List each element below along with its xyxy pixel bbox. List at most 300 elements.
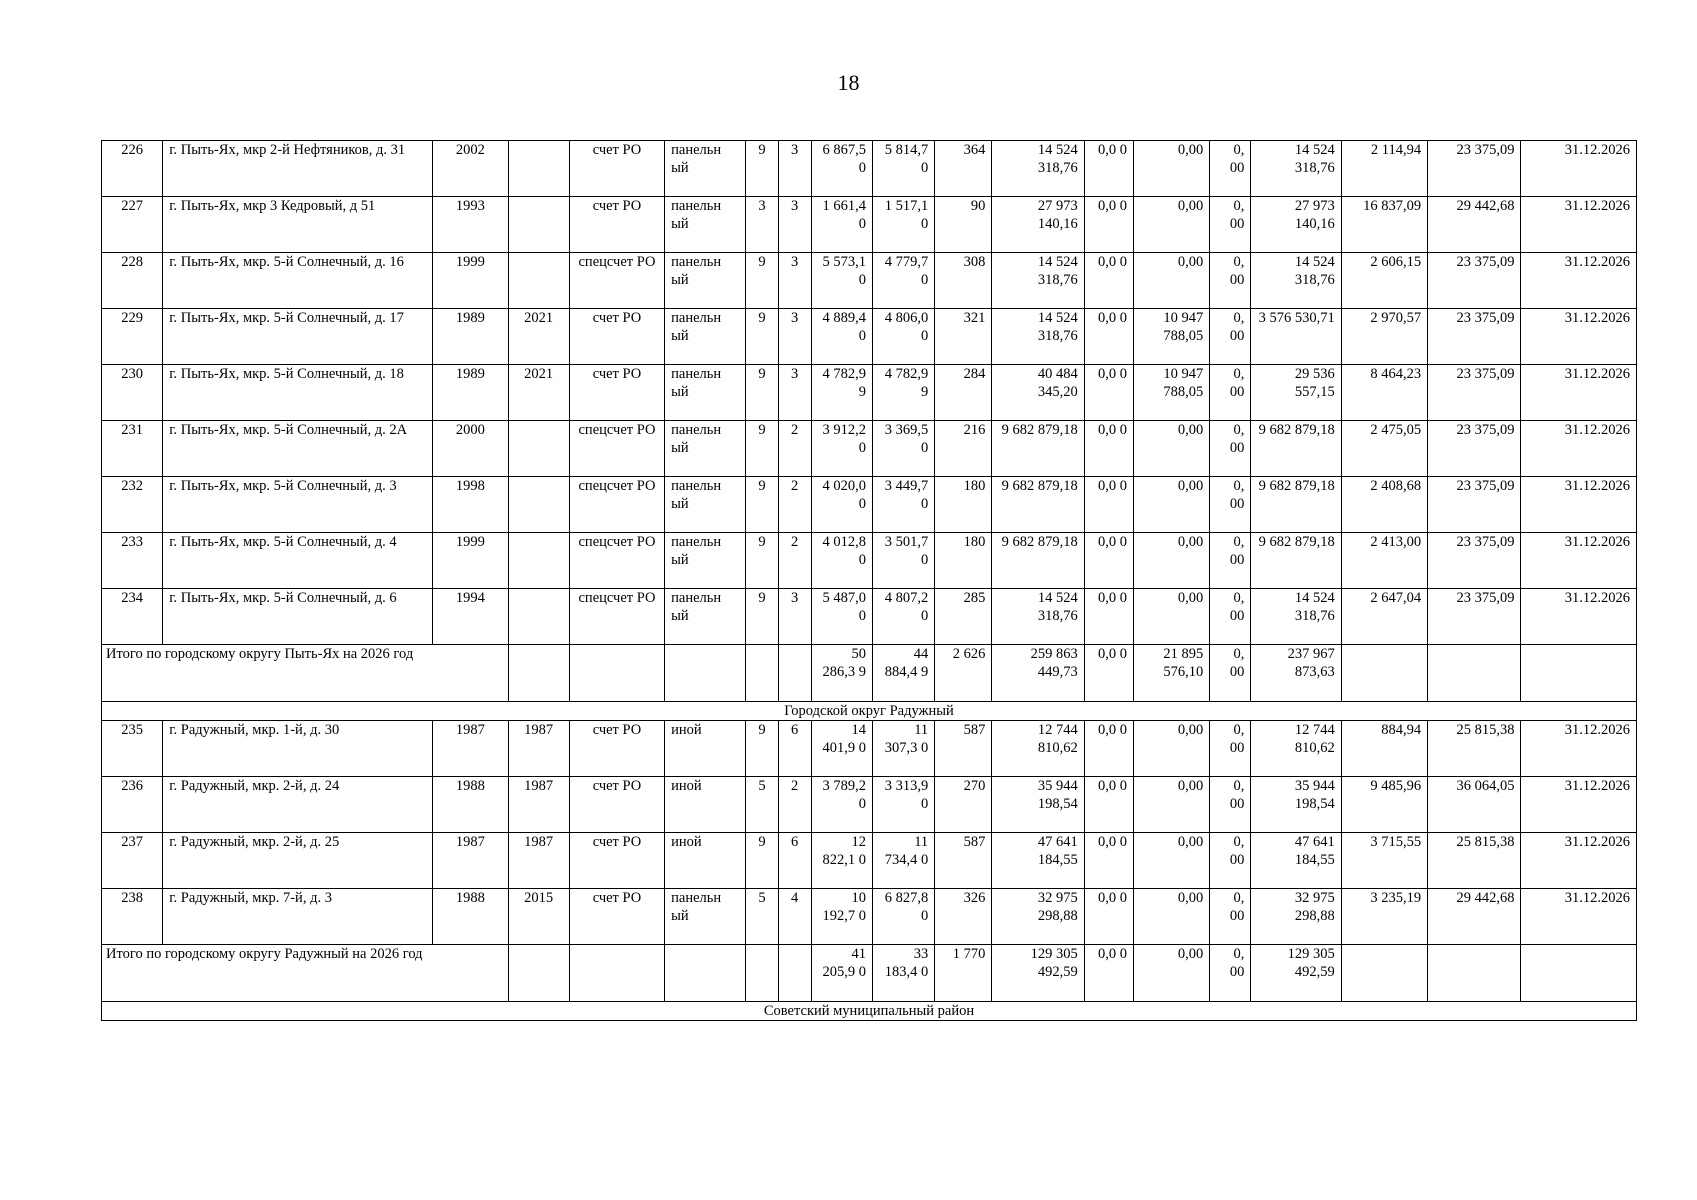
- cell-deadline: 31.12.2026: [1521, 889, 1637, 945]
- cell-budget: 0,00: [1133, 889, 1209, 945]
- cell-address: г. Пыть-Ях, мкр. 5-й Солнечный, д. 3: [163, 477, 433, 533]
- cell-year-built: 2000: [433, 421, 508, 477]
- cell-material: панельн ый: [665, 889, 746, 945]
- cell-no: 230: [102, 365, 163, 421]
- cell-year-repair: 2021: [508, 309, 569, 365]
- cell-address: г. Пыть-Ях, мкр. 5-й Солнечный, д. 4: [163, 533, 433, 589]
- cell-no: 237: [102, 833, 163, 889]
- cell-material: панельн ый: [665, 141, 746, 197]
- cell-area-total: 4 889,4 0: [811, 309, 872, 365]
- cell-owners: 9 682 879,18: [1251, 421, 1341, 477]
- cell-residents: 326: [935, 889, 992, 945]
- empty-cell: [569, 645, 664, 702]
- cell-deadline: 31.12.2026: [1521, 365, 1637, 421]
- total-row: [102, 645, 1637, 702]
- cell-floors: 5: [746, 777, 778, 833]
- cell-local: 0, 00: [1210, 833, 1251, 889]
- total-local: 0, 00: [1210, 645, 1251, 702]
- table-row: [102, 777, 1637, 833]
- cell-limit-cost: 23 375,09: [1428, 533, 1521, 589]
- cell-entrances: 4: [778, 889, 811, 945]
- cell-no: 227: [102, 197, 163, 253]
- cell-fund-support: 0,0 0: [1084, 589, 1133, 645]
- cell-cost-total: 40 484 345,20: [992, 365, 1084, 421]
- cell-account: счет РО: [569, 721, 664, 777]
- cell-owners: 9 682 879,18: [1251, 477, 1341, 533]
- total-label: Итого по городскому округу Пыть-Ях на 2026 год: [102, 645, 509, 702]
- cell-no: 228: [102, 253, 163, 309]
- cell-limit-cost: 25 815,38: [1428, 833, 1521, 889]
- cell-material: панельн ый: [665, 253, 746, 309]
- cell-floors: 9: [746, 141, 778, 197]
- cell-area-total: 12 822,1 0: [811, 833, 872, 889]
- total-budget: 0,00: [1133, 945, 1209, 1002]
- cell-unit-cost: 3 235,19: [1341, 889, 1427, 945]
- cell-unit-cost: 2 475,05: [1341, 421, 1427, 477]
- cell-area-total: 1 661,4 0: [811, 197, 872, 253]
- cell-entrances: 6: [778, 721, 811, 777]
- cell-year-built: 1989: [433, 309, 508, 365]
- cell-unit-cost: 9 485,96: [1341, 777, 1427, 833]
- cell-area-living: 3 501,7 0: [872, 533, 934, 589]
- cell-floors: 9: [746, 477, 778, 533]
- cell-unit-cost: 3 715,55: [1341, 833, 1427, 889]
- cell-entrances: 3: [778, 141, 811, 197]
- cell-entrances: 3: [778, 589, 811, 645]
- cell-fund-support: 0,0 0: [1084, 533, 1133, 589]
- cell-residents: 364: [935, 141, 992, 197]
- empty-cell: [1521, 945, 1637, 1002]
- cell-budget: 0,00: [1133, 141, 1209, 197]
- table-row: [102, 589, 1637, 645]
- cell-year-built: 2002: [433, 141, 508, 197]
- cell-deadline: 31.12.2026: [1521, 833, 1637, 889]
- cell-address: г. Пыть-Ях, мкр. 5-й Солнечный, д. 2А: [163, 421, 433, 477]
- cell-limit-cost: 23 375,09: [1428, 141, 1521, 197]
- cell-floors: 3: [746, 197, 778, 253]
- cell-year-repair: 1987: [508, 777, 569, 833]
- cell-entrances: 3: [778, 309, 811, 365]
- cell-address: г. Радужный, мкр. 1-й, д. 30: [163, 721, 433, 777]
- cell-area-living: 4 779,7 0: [872, 253, 934, 309]
- cell-limit-cost: 23 375,09: [1428, 477, 1521, 533]
- cell-account: спецсчет РО: [569, 477, 664, 533]
- cell-year-repair: [508, 253, 569, 309]
- cell-area-living: 11 734,4 0: [872, 833, 934, 889]
- total-local: 0, 00: [1210, 945, 1251, 1002]
- cell-account: спецсчет РО: [569, 253, 664, 309]
- cell-address: г. Пыть-Ях, мкр. 5-й Солнечный, д. 16: [163, 253, 433, 309]
- cell-address: г. Радужный, мкр. 2-й, д. 25: [163, 833, 433, 889]
- cell-unit-cost: 2 606,15: [1341, 253, 1427, 309]
- cell-budget: 0,00: [1133, 589, 1209, 645]
- cell-address: г. Радужный, мкр. 2-й, д. 24: [163, 777, 433, 833]
- cell-limit-cost: 29 442,68: [1428, 197, 1521, 253]
- cell-floors: 9: [746, 253, 778, 309]
- total-row: [102, 945, 1637, 1002]
- cell-budget: 0,00: [1133, 253, 1209, 309]
- empty-cell: [508, 945, 569, 1002]
- cell-deadline: 31.12.2026: [1521, 777, 1637, 833]
- table-row: [102, 197, 1637, 253]
- cell-local: 0, 00: [1210, 533, 1251, 589]
- cell-floors: 9: [746, 833, 778, 889]
- cell-fund-support: 0,0 0: [1084, 421, 1133, 477]
- table-row: [102, 477, 1637, 533]
- cell-residents: 285: [935, 589, 992, 645]
- cell-residents: 180: [935, 533, 992, 589]
- cell-budget: 0,00: [1133, 721, 1209, 777]
- cell-year-built: 1993: [433, 197, 508, 253]
- cell-floors: 9: [746, 533, 778, 589]
- cell-account: счет РО: [569, 365, 664, 421]
- section-row: [102, 702, 1637, 721]
- cell-address: г. Радужный, мкр. 7-й, д. 3: [163, 889, 433, 945]
- total-area-living: 33 183,4 0: [872, 945, 934, 1002]
- total-budget: 21 895 576,10: [1133, 645, 1209, 702]
- cell-address: г. Пыть-Ях, мкр 2-й Нефтяников, д. 31: [163, 141, 433, 197]
- cell-entrances: 3: [778, 253, 811, 309]
- cell-entrances: 3: [778, 197, 811, 253]
- cell-year-built: 1987: [433, 833, 508, 889]
- cell-residents: 587: [935, 721, 992, 777]
- cell-material: иной: [665, 721, 746, 777]
- cell-account: счет РО: [569, 309, 664, 365]
- table-row: [102, 253, 1637, 309]
- cell-no: 232: [102, 477, 163, 533]
- table-row: [102, 721, 1637, 777]
- cell-no: 236: [102, 777, 163, 833]
- cell-area-living: 3 313,9 0: [872, 777, 934, 833]
- total-fund-support: 0,0 0: [1084, 645, 1133, 702]
- cell-local: 0, 00: [1210, 253, 1251, 309]
- cell-cost-total: 14 524 318,76: [992, 253, 1084, 309]
- cell-deadline: 31.12.2026: [1521, 721, 1637, 777]
- cell-limit-cost: 23 375,09: [1428, 421, 1521, 477]
- cell-limit-cost: 23 375,09: [1428, 253, 1521, 309]
- cell-deadline: 31.12.2026: [1521, 589, 1637, 645]
- cell-no: 235: [102, 721, 163, 777]
- total-residents: 1 770: [935, 945, 992, 1002]
- cell-floors: 9: [746, 721, 778, 777]
- cell-residents: 284: [935, 365, 992, 421]
- cell-fund-support: 0,0 0: [1084, 197, 1133, 253]
- cell-address: г. Пыть-Ях, мкр. 5-й Солнечный, д. 6: [163, 589, 433, 645]
- cell-deadline: 31.12.2026: [1521, 533, 1637, 589]
- cell-owners: 14 524 318,76: [1251, 141, 1341, 197]
- cell-local: 0, 00: [1210, 365, 1251, 421]
- empty-cell: [1428, 645, 1521, 702]
- cell-local: 0, 00: [1210, 141, 1251, 197]
- cell-address: г. Пыть-Ях, мкр. 5-й Солнечный, д. 18: [163, 365, 433, 421]
- cell-material: панельн ый: [665, 365, 746, 421]
- cell-material: панельн ый: [665, 421, 746, 477]
- cell-entrances: 2: [778, 421, 811, 477]
- cell-cost-total: 14 524 318,76: [992, 141, 1084, 197]
- cell-area-total: 4 012,8 0: [811, 533, 872, 589]
- cell-area-living: 4 807,2 0: [872, 589, 934, 645]
- cell-material: панельн ый: [665, 477, 746, 533]
- cell-budget: 0,00: [1133, 533, 1209, 589]
- cell-account: счет РО: [569, 197, 664, 253]
- table-row: [102, 365, 1637, 421]
- section-heading: Городской округ Радужный: [102, 702, 1637, 721]
- cell-deadline: 31.12.2026: [1521, 141, 1637, 197]
- cell-entrances: 3: [778, 365, 811, 421]
- cell-area-total: 3 912,2 0: [811, 421, 872, 477]
- cell-owners: 27 973 140,16: [1251, 197, 1341, 253]
- cell-material: панельн ый: [665, 533, 746, 589]
- cell-material: иной: [665, 833, 746, 889]
- cell-area-living: 3 449,7 0: [872, 477, 934, 533]
- cell-local: 0, 00: [1210, 777, 1251, 833]
- cell-area-living: 5 814,7 0: [872, 141, 934, 197]
- cell-residents: 216: [935, 421, 992, 477]
- cell-residents: 90: [935, 197, 992, 253]
- cell-unit-cost: 2 413,00: [1341, 533, 1427, 589]
- cell-account: счет РО: [569, 889, 664, 945]
- cell-budget: 10 947 788,05: [1133, 309, 1209, 365]
- cell-owners: 32 975 298,88: [1251, 889, 1341, 945]
- cell-local: 0, 00: [1210, 589, 1251, 645]
- cell-owners: 3 576 530,71: [1251, 309, 1341, 365]
- cell-area-total: 4 020,0 0: [811, 477, 872, 533]
- empty-cell: [1341, 645, 1427, 702]
- cell-year-built: 1994: [433, 589, 508, 645]
- cell-area-living: 3 369,5 0: [872, 421, 934, 477]
- total-area-total: 41 205,9 0: [811, 945, 872, 1002]
- cell-unit-cost: 884,94: [1341, 721, 1427, 777]
- cell-material: панельн ый: [665, 197, 746, 253]
- cell-area-total: 3 789,2 0: [811, 777, 872, 833]
- cell-material: иной: [665, 777, 746, 833]
- cell-account: счет РО: [569, 833, 664, 889]
- cell-floors: 9: [746, 309, 778, 365]
- cell-limit-cost: 29 442,68: [1428, 889, 1521, 945]
- cell-unit-cost: 2 970,57: [1341, 309, 1427, 365]
- empty-cell: [569, 945, 664, 1002]
- cell-owners: 47 641 184,55: [1251, 833, 1341, 889]
- cell-budget: 0,00: [1133, 477, 1209, 533]
- cell-cost-total: 9 682 879,18: [992, 533, 1084, 589]
- cell-limit-cost: 23 375,09: [1428, 589, 1521, 645]
- cell-area-total: 6 867,5 0: [811, 141, 872, 197]
- cell-cost-total: 9 682 879,18: [992, 421, 1084, 477]
- cell-account: спецсчет РО: [569, 533, 664, 589]
- cell-year-repair: [508, 589, 569, 645]
- empty-cell: [1428, 945, 1521, 1002]
- page-number: 18: [837, 70, 860, 95]
- cell-no: 226: [102, 141, 163, 197]
- cell-area-living: 1 517,1 0: [872, 197, 934, 253]
- cell-no: 234: [102, 589, 163, 645]
- empty-cell: [665, 945, 746, 1002]
- cell-floors: 5: [746, 889, 778, 945]
- cell-residents: 308: [935, 253, 992, 309]
- cell-entrances: 2: [778, 533, 811, 589]
- cell-fund-support: 0,0 0: [1084, 833, 1133, 889]
- empty-cell: [1341, 945, 1427, 1002]
- cell-unit-cost: 2 408,68: [1341, 477, 1427, 533]
- cell-account: спецсчет РО: [569, 589, 664, 645]
- capital-repair-table: [101, 140, 1637, 1021]
- empty-cell: [746, 945, 778, 1002]
- cell-local: 0, 00: [1210, 721, 1251, 777]
- cell-deadline: 31.12.2026: [1521, 421, 1637, 477]
- cell-year-built: 1988: [433, 777, 508, 833]
- cell-year-repair: 1987: [508, 721, 569, 777]
- cell-fund-support: 0,0 0: [1084, 309, 1133, 365]
- cell-limit-cost: 36 064,05: [1428, 777, 1521, 833]
- empty-cell: [1521, 645, 1637, 702]
- total-owners: 237 967 873,63: [1251, 645, 1341, 702]
- cell-owners: 29 536 557,15: [1251, 365, 1341, 421]
- cell-deadline: 31.12.2026: [1521, 477, 1637, 533]
- empty-cell: [778, 645, 811, 702]
- cell-unit-cost: 2 647,04: [1341, 589, 1427, 645]
- cell-no: 231: [102, 421, 163, 477]
- cell-fund-support: 0,0 0: [1084, 477, 1133, 533]
- cell-residents: 587: [935, 833, 992, 889]
- cell-cost-total: 32 975 298,88: [992, 889, 1084, 945]
- cell-budget: 0,00: [1133, 421, 1209, 477]
- cell-floors: 9: [746, 365, 778, 421]
- cell-area-total: 4 782,9 9: [811, 365, 872, 421]
- cell-budget: 0,00: [1133, 833, 1209, 889]
- cell-area-total: 10 192,7 0: [811, 889, 872, 945]
- cell-floors: 9: [746, 421, 778, 477]
- cell-fund-support: 0,0 0: [1084, 889, 1133, 945]
- cell-entrances: 2: [778, 477, 811, 533]
- cell-year-built: 1999: [433, 253, 508, 309]
- cell-floors: 9: [746, 589, 778, 645]
- empty-cell: [746, 645, 778, 702]
- total-area-living: 44 884,4 9: [872, 645, 934, 702]
- cell-entrances: 6: [778, 833, 811, 889]
- cell-no: 229: [102, 309, 163, 365]
- cell-local: 0, 00: [1210, 889, 1251, 945]
- empty-cell: [778, 945, 811, 1002]
- total-cost-total: 259 863 449,73: [992, 645, 1084, 702]
- cell-unit-cost: 16 837,09: [1341, 197, 1427, 253]
- cell-year-repair: 2021: [508, 365, 569, 421]
- total-residents: 2 626: [935, 645, 992, 702]
- cell-year-repair: 1987: [508, 833, 569, 889]
- cell-residents: 270: [935, 777, 992, 833]
- table-row: [102, 533, 1637, 589]
- cell-owners: 12 744 810,62: [1251, 721, 1341, 777]
- cell-account: спецсчет РО: [569, 421, 664, 477]
- cell-cost-total: 14 524 318,76: [992, 589, 1084, 645]
- table-row: [102, 833, 1637, 889]
- cell-area-total: 5 487,0 0: [811, 589, 872, 645]
- cell-deadline: 31.12.2026: [1521, 197, 1637, 253]
- cell-year-built: 1989: [433, 365, 508, 421]
- cell-area-total: 5 573,1 0: [811, 253, 872, 309]
- cell-material: панельн ый: [665, 309, 746, 365]
- cell-area-living: 6 827,8 0: [872, 889, 934, 945]
- cell-owners: 14 524 318,76: [1251, 589, 1341, 645]
- cell-year-repair: [508, 533, 569, 589]
- cell-year-repair: [508, 421, 569, 477]
- cell-cost-total: 27 973 140,16: [992, 197, 1084, 253]
- cell-no: 238: [102, 889, 163, 945]
- section-row: [102, 1002, 1637, 1021]
- table-row: [102, 421, 1637, 477]
- cell-cost-total: 47 641 184,55: [992, 833, 1084, 889]
- total-fund-support: 0,0 0: [1084, 945, 1133, 1002]
- cell-budget: 0,00: [1133, 777, 1209, 833]
- cell-budget: 10 947 788,05: [1133, 365, 1209, 421]
- cell-limit-cost: 23 375,09: [1428, 309, 1521, 365]
- cell-unit-cost: 8 464,23: [1341, 365, 1427, 421]
- cell-deadline: 31.12.2026: [1521, 253, 1637, 309]
- cell-year-built: 1999: [433, 533, 508, 589]
- cell-area-living: 4 806,0 0: [872, 309, 934, 365]
- cell-cost-total: 35 944 198,54: [992, 777, 1084, 833]
- cell-material: панельн ый: [665, 589, 746, 645]
- cell-limit-cost: 25 815,38: [1428, 721, 1521, 777]
- total-label: Итого по городскому округу Радужный на 2026 год: [102, 945, 509, 1002]
- cell-area-total: 14 401,9 0: [811, 721, 872, 777]
- table-row: [102, 141, 1637, 197]
- cell-cost-total: 9 682 879,18: [992, 477, 1084, 533]
- cell-local: 0, 00: [1210, 477, 1251, 533]
- cell-limit-cost: 23 375,09: [1428, 365, 1521, 421]
- cell-entrances: 2: [778, 777, 811, 833]
- cell-fund-support: 0,0 0: [1084, 777, 1133, 833]
- cell-year-built: 1988: [433, 889, 508, 945]
- cell-address: г. Пыть-Ях, мкр. 5-й Солнечный, д. 17: [163, 309, 433, 365]
- cell-year-repair: 2015: [508, 889, 569, 945]
- cell-area-living: 11 307,3 0: [872, 721, 934, 777]
- total-cost-total: 129 305 492,59: [992, 945, 1084, 1002]
- cell-cost-total: 14 524 318,76: [992, 309, 1084, 365]
- cell-year-built: 1998: [433, 477, 508, 533]
- cell-fund-support: 0,0 0: [1084, 141, 1133, 197]
- cell-fund-support: 0,0 0: [1084, 253, 1133, 309]
- cell-residents: 180: [935, 477, 992, 533]
- cell-unit-cost: 2 114,94: [1341, 141, 1427, 197]
- cell-deadline: 31.12.2026: [1521, 309, 1637, 365]
- cell-account: счет РО: [569, 141, 664, 197]
- cell-owners: 9 682 879,18: [1251, 533, 1341, 589]
- cell-area-living: 4 782,9 9: [872, 365, 934, 421]
- cell-year-repair: [508, 197, 569, 253]
- cell-local: 0, 00: [1210, 309, 1251, 365]
- cell-local: 0, 00: [1210, 421, 1251, 477]
- cell-fund-support: 0,0 0: [1084, 721, 1133, 777]
- empty-cell: [665, 645, 746, 702]
- cell-residents: 321: [935, 309, 992, 365]
- cell-no: 233: [102, 533, 163, 589]
- cell-local: 0, 00: [1210, 197, 1251, 253]
- table-row: [102, 309, 1637, 365]
- cell-budget: 0,00: [1133, 197, 1209, 253]
- cell-owners: 35 944 198,54: [1251, 777, 1341, 833]
- cell-fund-support: 0,0 0: [1084, 365, 1133, 421]
- cell-address: г. Пыть-Ях, мкр 3 Кедровый, д 51: [163, 197, 433, 253]
- table-row: [102, 889, 1637, 945]
- cell-year-repair: [508, 477, 569, 533]
- section-heading: Советский муниципальный район: [102, 1002, 1637, 1021]
- cell-owners: 14 524 318,76: [1251, 253, 1341, 309]
- total-area-total: 50 286,3 9: [811, 645, 872, 702]
- cell-year-built: 1987: [433, 721, 508, 777]
- cell-cost-total: 12 744 810,62: [992, 721, 1084, 777]
- empty-cell: [508, 645, 569, 702]
- cell-year-repair: [508, 141, 569, 197]
